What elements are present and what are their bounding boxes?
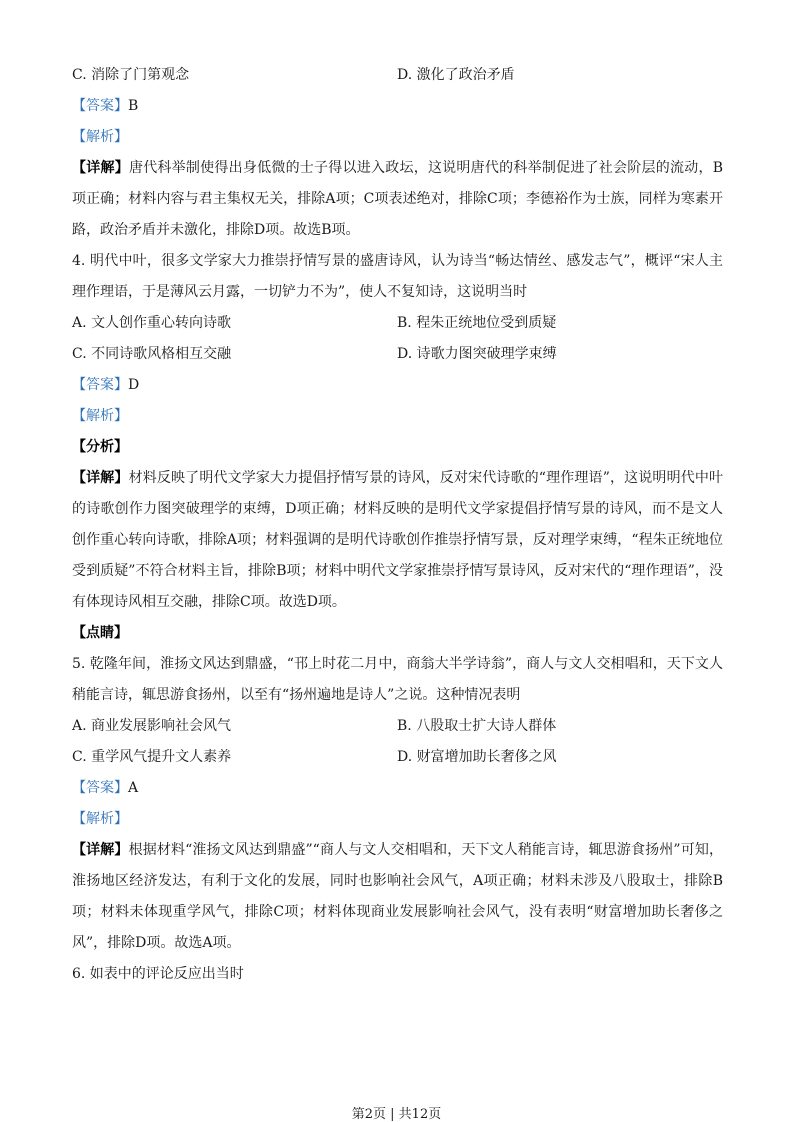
q5-options-row-2 xyxy=(72,742,723,773)
q4-option-d: D. 诗歌力图突破理学束缚 xyxy=(397,346,557,362)
q3-answer: 【答案】B xyxy=(72,98,139,114)
q5-stem: 5. 乾隆年间，淮扬文风达到鼎盛，“邗上时花二月中，商翁大半学诗翁”，商人与文人交相唱和，天下文人稍能言诗，辄思游食扬州，以至有“扬州遍地是诗人”之说。这种情况表明 xyxy=(72,656,723,703)
q4-detail: 【详解】材料反映了明代文学家大力提倡抒情写景的诗风，反对宋代诗歌的“理作理语”，这说明明代中叶的诗歌创作力图突破理学的束缚，D项正确；材料反映的是明代文学家提倡抒情写景的诗风，而不是文人创作重心转向诗歌，排除A项；材料强调的是明代诗歌创作推崇抒情写景，反对理学束缚，“程朱正统地位受到质疑”不符合材料主旨，排除B项；材料中明代文学家推崇抒情写景诗风，反对宋代的“理作理语”，没有体现诗风相互交融，排除C项。故选D项。 xyxy=(72,470,724,610)
q5-option-c: C. 重学风气提升文人素养 xyxy=(72,749,232,765)
q4-stem: 4. 明代中叶，很多文学家大力推崇抒情写景的盛唐诗风，认为诗当“畅达情丝、感发志气”，概评“宋人主理作理语，于是薄风云月露，一切铲力不为”，使人不复知诗，这说明当时 xyxy=(72,253,723,300)
q3-option-c: C. 消除了门第观念 xyxy=(72,67,190,83)
q4-options-row-2 xyxy=(72,339,723,370)
q5-analysis-tag: 【解析】 xyxy=(72,811,128,827)
q5-option-a: A. 商业发展影响社会风气 xyxy=(72,718,232,734)
q3-options-row xyxy=(72,60,723,91)
document-page xyxy=(72,60,723,990)
q3-analysis-tag: 【解析】 xyxy=(72,129,128,145)
page-footer: 第2页 | 共12页 xyxy=(351,1107,442,1122)
q5-answer: 【答案】A xyxy=(72,780,139,796)
q4-fenxi-tag: 【分析】 xyxy=(72,439,128,455)
q3-detail: 【详解】唐代科举制使得出身低微的士子得以进入政坛，这说明唐代的科举制促进了社会阶层的流动，B项正确；材料内容与君主集权无关，排除A项；C项表述绝对，排除C项；李德裕作为士族，同样为寒素开路，政治矛盾并未激化，排除D项。故选B项。 xyxy=(72,160,723,238)
q3-option-d: D. 激化了政治矛盾 xyxy=(397,67,515,83)
q4-option-a: A. 文人创作重心转向诗歌 xyxy=(72,315,232,331)
q5-detail: 【详解】根据材料“淮扬文风达到鼎盛”“商人与文人交相唱和，天下文人稍能言诗，辄思游食扬州”可知，淮扬地区经济发达，有利于文化的发展，同时也影响社会风气，A项正确；材料未涉及八股取士，排除B项；材料未体现重学风气，排除C项；材料体现商业发展影响社会风气，没有表明“财富增加助长奢侈之风”，排除D项。故选A项。 xyxy=(72,842,723,951)
q4-option-b: B. 程朱正统地位受到质疑 xyxy=(397,315,557,331)
q4-answer: 【答案】D xyxy=(72,377,140,393)
q4-options-row-1 xyxy=(72,308,723,339)
q5-option-b: B. 八股取士扩大诗人群体 xyxy=(397,718,557,734)
q6-stem: 6. 如表中的评论反应出当时 xyxy=(72,966,244,982)
q5-options-row-1 xyxy=(72,711,723,742)
q5-option-d: D. 财富增加助长奢侈之风 xyxy=(397,749,557,765)
q4-analysis-tag: 【解析】 xyxy=(72,408,128,424)
q4-option-c: C. 不同诗歌风格相互交融 xyxy=(72,346,232,362)
q4-dianjing-tag: 【点睛】 xyxy=(72,625,128,641)
